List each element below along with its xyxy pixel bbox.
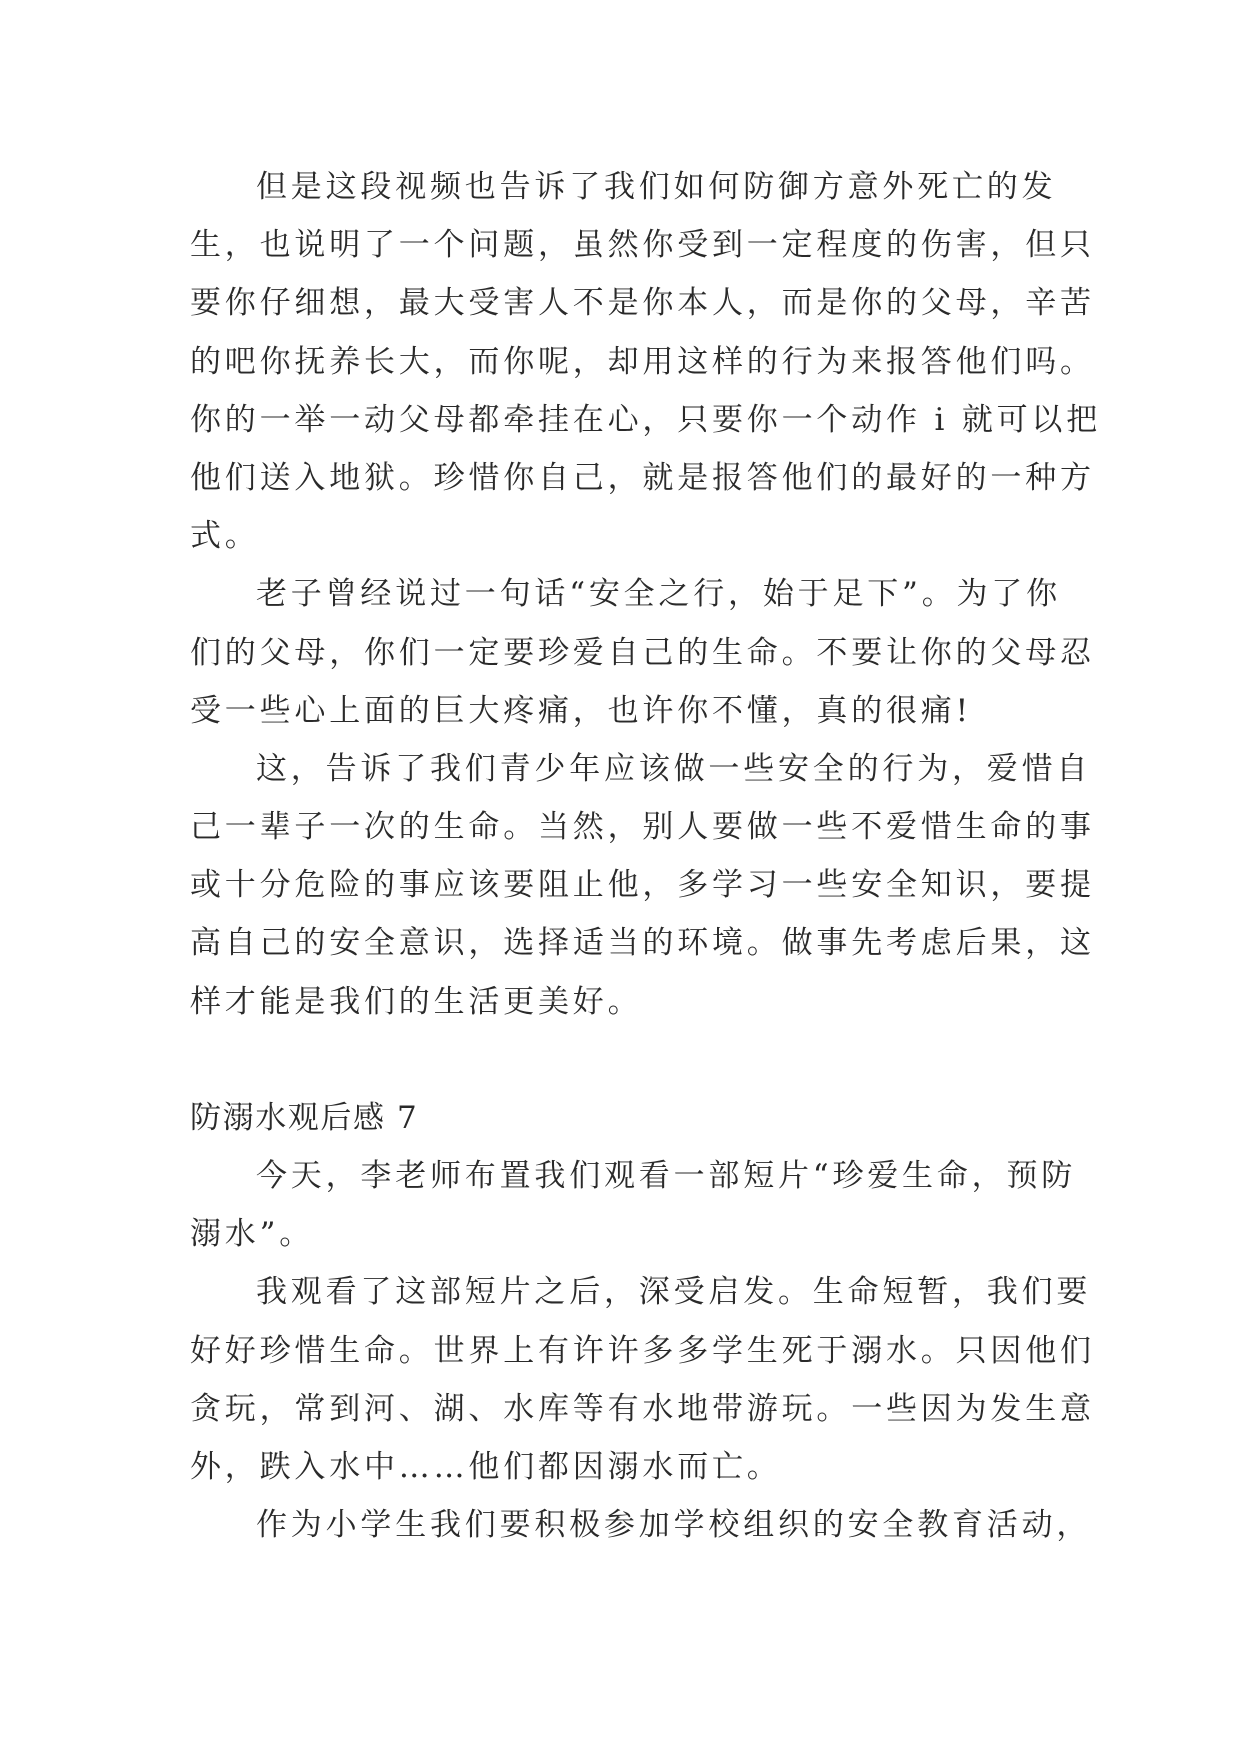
document-page (190, 158, 1102, 1554)
text-line: 这，告诉了我们青少年应该做一些安全的行为，爱惜自 (256, 750, 1092, 787)
text-line: 好好珍惜生命。世界上有许许多多学生死于溺水。只因他们 (190, 1332, 1095, 1369)
text-line: 贪玩，常到河、湖、水库等有水地带游玩。一些因为发生意 (190, 1390, 1095, 1427)
text-line: 老子曾经说过一句话“安全之行，始于足下”。为了你 (256, 576, 1061, 613)
text-line: 外，跌入水中……他们都因溺水而亡。 (190, 1448, 782, 1485)
section-gap (190, 1031, 1050, 1089)
text-line: 式。 (190, 518, 260, 555)
text-line: 但是这段视频也告诉了我们如何防御方意外死亡的发 (256, 169, 1057, 205)
paragraph (190, 565, 1095, 740)
text-line: 他们送入地狱。珍惜你自己，就是报答他们的最好的一种方 (190, 459, 1095, 496)
text-line: 要你仔细想，最大受害人不是你本人，而是你的父母，辛苦 (190, 285, 1095, 322)
text-line: 的吧你抚养长大，而你呢，却用这样的行为来报答他们吗。 (190, 343, 1095, 380)
text-line: 或十分危险的事应该要阻止他，多学习一些安全知识，要提 (190, 867, 1095, 904)
section-title: 防溺水观后感 7 (190, 1099, 419, 1136)
text-line: 溺水”。 (190, 1216, 315, 1253)
paragraph (190, 740, 1095, 1031)
text-line: 今天，李老师布置我们观看一部短片“珍爱生命，预防 (256, 1158, 1077, 1194)
text-line: 生，也说明了一个问题，虽然你受到一定程度的伤害，但只 (190, 227, 1095, 264)
paragraph (190, 158, 1102, 565)
text-line: 受一些心上面的巨大疼痛，也许你不懂，真的很痛! (190, 692, 972, 729)
paragraph (190, 1496, 1092, 1554)
text-line: 你的一举一动父母都牵挂在心，只要你一个动作 i 就可以把 (190, 401, 1102, 438)
text-line: 样才能是我们的生活更美好。 (190, 983, 643, 1020)
paragraph (190, 1147, 1077, 1263)
text-line: 作为小学生我们要积极参加学校组织的安全教育活动， (256, 1507, 1092, 1544)
text-line: 高自己的安全意识，选择适当的环境。做事先考虑后果，这 (190, 925, 1095, 962)
paragraph (190, 1263, 1095, 1496)
text-line: 们的父母，你们一定要珍爱自己的生命。不要让你的父母忍 (190, 634, 1095, 671)
text-line: 己一辈子一次的生命。当然，别人要做一些不爱惜生命的事 (190, 809, 1095, 846)
text-line: 我观看了这部短片之后，深受启发。生命短暂，我们要 (256, 1274, 1092, 1311)
